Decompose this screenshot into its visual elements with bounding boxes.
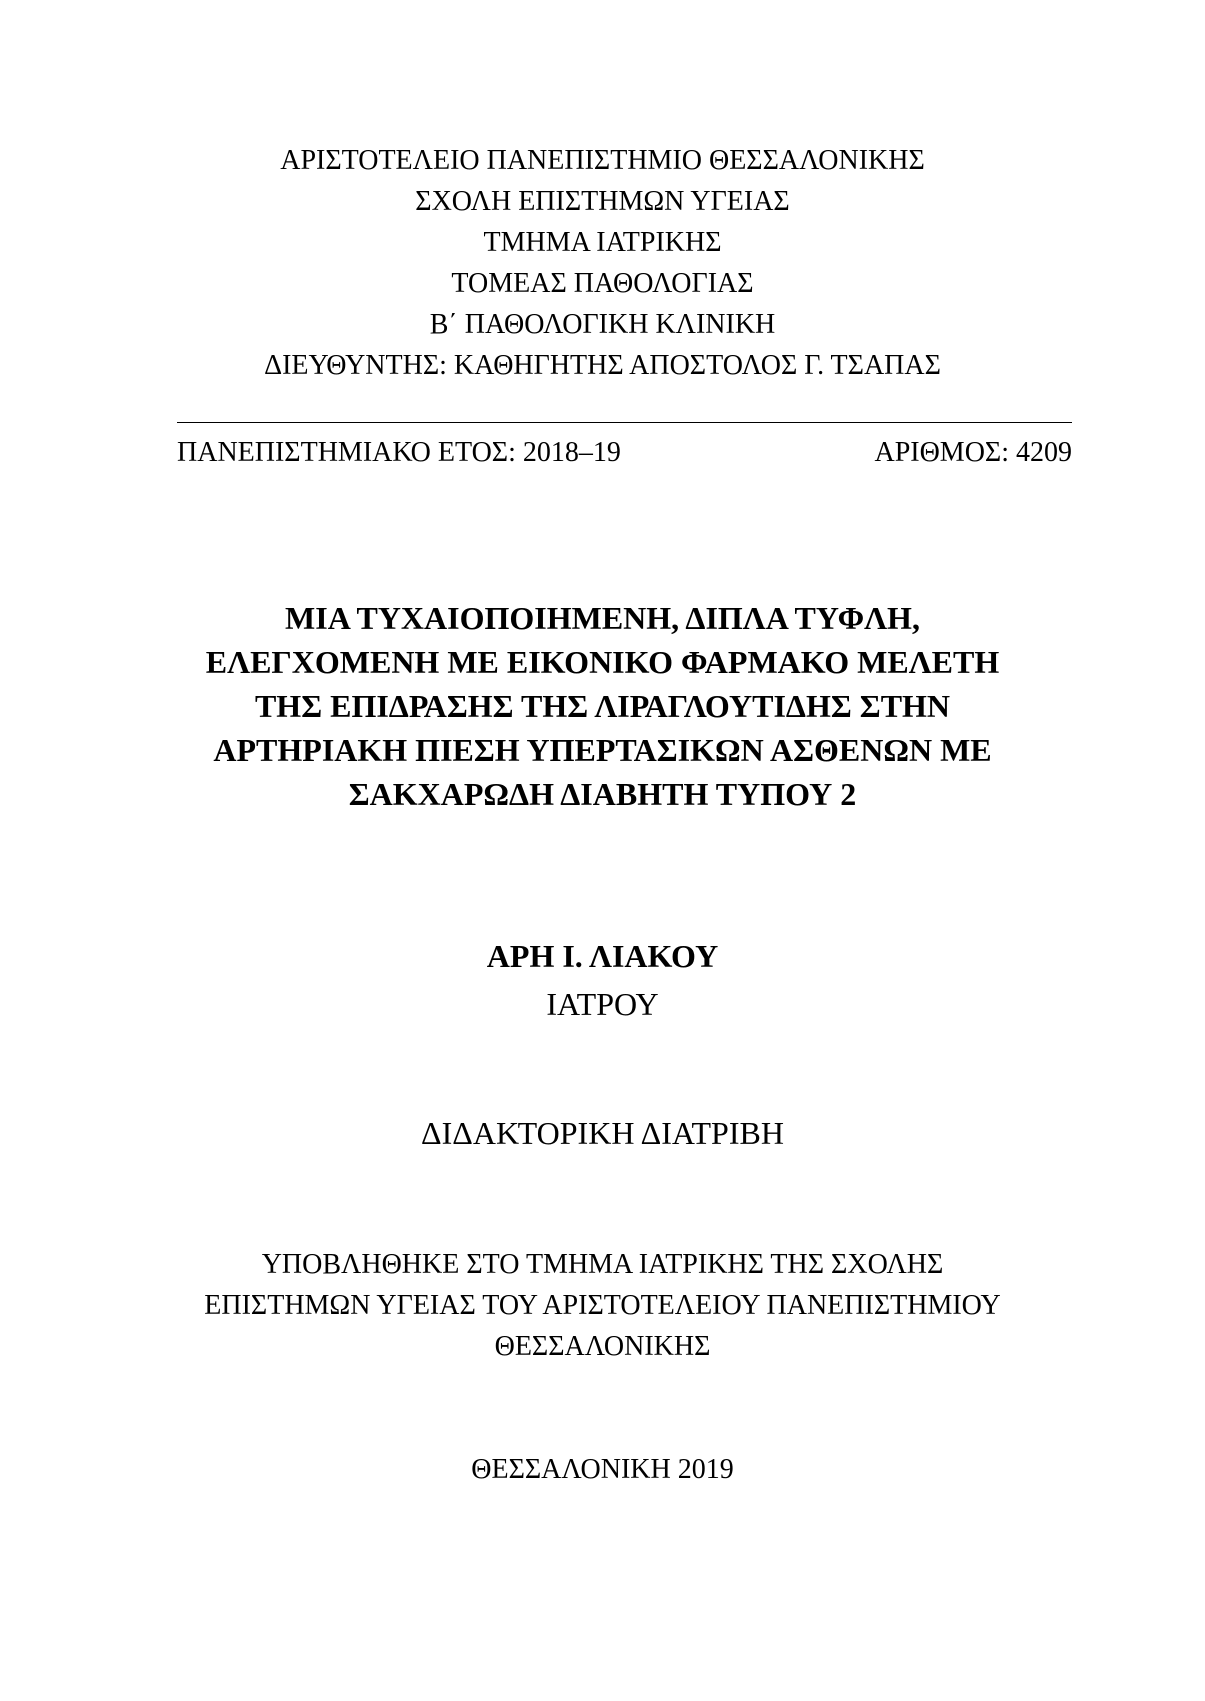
thesis-title [0, 596, 1205, 816]
submission-statement [0, 1244, 1205, 1367]
title-line: ΜΙΑ ΤΥΧΑΙΟΠΟΙΗΜΕΝΗ, ΔΙΠΛΑ ΤΥΦΛΗ, [285, 600, 920, 636]
submission-line: ΘΕΣΣΑΛΟΝΙΚΗΣ [494, 1331, 711, 1362]
school-name: ΣΧΟΛΗ ΕΠΙΣΤΗΜΩΝ ΥΓΕΙΑΣ [415, 186, 790, 217]
author-role: ΙΑΤΡΟΥ [546, 986, 659, 1022]
sector-name: ΤΟΜΕΑΣ ΠΑΘΟΛΟΓΙΑΣ [451, 268, 754, 299]
director-line: ΔΙΕΥΘΥΝΤΗΣ: ΚΑΘΗΓΗΤΗΣ ΑΠΟΣΤΟΛΟΣ Γ. ΤΣΑΠΑΣ [264, 350, 941, 381]
horizontal-divider [177, 422, 1072, 423]
place-and-year: ΘΕΣΣΑΛΟΝΙΚΗ 2019 [471, 1454, 734, 1485]
title-line: ΣΑΚΧΑΡΩΔΗ ΔΙΑΒΗΤΗ ΤΥΠΟΥ 2 [348, 776, 857, 812]
institution-header [0, 140, 1205, 386]
submission-line: ΥΠΟΒΛΗΘΗΚΕ ΣΤΟ ΤΜΗΜΑ ΙΑΤΡΙΚΗΣ ΤΗΣ ΣΧΟΛΗΣ [261, 1249, 944, 1280]
submission-line: ΕΠΙΣΤΗΜΩΝ ΥΓΕΙΑΣ ΤΟΥ ΑΡΙΣΤΟΤΕΛΕΙΟΥ ΠΑΝΕΠΙΣΤΗΜΙΟΥ [204, 1290, 1001, 1321]
title-line: ΑΡΤΗΡΙΑΚΗ ΠΙΕΣΗ ΥΠΕΡΤΑΣΙΚΩΝ ΑΣΘΕΝΩΝ ΜΕ [213, 732, 992, 768]
author-name: ΑΡΗ Ι. ΛΙΑΚΟΥ [486, 938, 719, 974]
document-type: ΔΙΔΑΚΤΟΡΙΚΗ ΔΙΑΤΡΙΒΗ [421, 1115, 784, 1151]
thesis-number: ΑΡΙΘΜΟΣ: 4209 [874, 437, 1072, 468]
title-line: ΕΛΕΓΧΟΜΕΝΗ ΜΕ ΕΙΚΟΝΙΚΟ ΦΑΡΜΑΚΟ ΜΕΛΕΤΗ [205, 644, 1000, 680]
university-name: ΑΡΙΣΤΟΤΕΛΕΙΟ ΠΑΝΕΠΙΣΤΗΜΙΟ ΘΕΣΣΑΛΟΝΙΚΗΣ [280, 145, 925, 176]
department-name: ΤΜΗΜΑ ΙΑΤΡΙΚΗΣ [483, 227, 722, 258]
title-line: ΤΗΣ ΕΠΙΔΡΑΣΗΣ ΤΗΣ ΛΙΡΑΓΛΟΥΤΙΔΗΣ ΣΤΗΝ [254, 688, 951, 724]
meta-row [177, 433, 1072, 473]
clinic-name: Β΄ ΠΑΘΟΛΟΓΙΚΗ ΚΛΙΝΙΚΗ [429, 309, 776, 340]
academic-year: ΠΑΝΕΠΙΣΤΗΜΙΑΚΟ ΕΤΟΣ: 2018–19 [177, 437, 621, 468]
